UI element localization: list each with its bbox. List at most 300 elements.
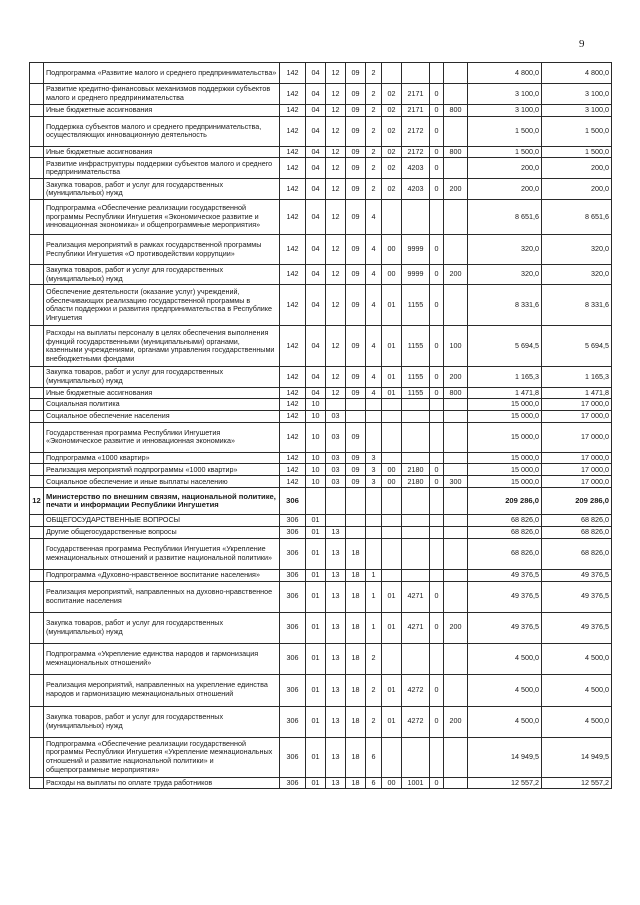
amount-year-1: 5 694,5 (468, 326, 542, 367)
row-name: Закупка товаров, работ и услуг для государственных (муниципальных) нужд (44, 706, 280, 737)
amount-year-2: 1 165,3 (542, 367, 612, 387)
event-code: 00 (382, 265, 402, 285)
row-number (30, 538, 44, 569)
row-number (30, 643, 44, 674)
pr-code: 12 (326, 146, 346, 158)
program-code: 09 (346, 235, 366, 265)
vr-code: 200 (444, 706, 468, 737)
row-name: Закупка товаров, работ и услуг для государственных (муниципальных) нужд (44, 265, 280, 285)
direction-code: 4271 (402, 612, 430, 643)
subprogram-code: 4 (366, 200, 382, 235)
ved-code: 142 (280, 84, 306, 105)
subprogram-code: 1 (366, 581, 382, 612)
pr-code: 12 (326, 265, 346, 285)
ved-code: 142 (280, 387, 306, 399)
rz-code: 10 (306, 399, 326, 411)
table-row (30, 476, 612, 488)
subprogram-code (366, 488, 382, 515)
table-row (30, 526, 612, 538)
amount-year-2: 3 100,0 (542, 84, 612, 105)
direction-code: 2171 (402, 105, 430, 117)
row-number (30, 146, 44, 158)
ved-code: 142 (280, 63, 306, 84)
table-row (30, 643, 612, 674)
program-code: 09 (346, 105, 366, 117)
row-name: Государственная программа Республики Ингушетия «Укрепление межнациональных отношений и развитие национальной политики» (44, 538, 280, 569)
sub-direction-code: 0 (430, 179, 444, 200)
ved-code: 142 (280, 326, 306, 367)
direction-code (402, 569, 430, 581)
row-number (30, 285, 44, 326)
event-code: 01 (382, 612, 402, 643)
amount-year-2: 1 471,8 (542, 387, 612, 399)
subprogram-code: 4 (366, 285, 382, 326)
pr-code: 13 (326, 581, 346, 612)
row-name: Другие общегосударственные вопросы (44, 526, 280, 538)
amount-year-2: 17 000,0 (542, 476, 612, 488)
pr-code: 12 (326, 105, 346, 117)
amount-year-1: 200,0 (468, 158, 542, 179)
rz-code: 04 (306, 387, 326, 399)
amount-year-1: 3 100,0 (468, 105, 542, 117)
amount-year-1: 15 000,0 (468, 422, 542, 452)
direction-code (402, 488, 430, 515)
row-number (30, 515, 44, 527)
row-number (30, 777, 44, 789)
amount-year-2: 49 376,5 (542, 581, 612, 612)
event-code: 01 (382, 674, 402, 706)
direction-code (402, 200, 430, 235)
ved-code: 306 (280, 538, 306, 569)
program-code: 09 (346, 367, 366, 387)
event-code (382, 569, 402, 581)
event-code: 02 (382, 116, 402, 146)
table-row (30, 116, 612, 146)
vr-code (444, 674, 468, 706)
amount-year-2: 49 376,5 (542, 612, 612, 643)
pr-code: 13 (326, 643, 346, 674)
ved-code: 306 (280, 488, 306, 515)
program-code: 09 (346, 84, 366, 105)
pr-code: 03 (326, 422, 346, 452)
amount-year-2: 17 000,0 (542, 399, 612, 411)
row-name: Социальное обеспечение и иные выплаты населению (44, 476, 280, 488)
row-number (30, 569, 44, 581)
pr-code: 13 (326, 569, 346, 581)
event-code: 00 (382, 235, 402, 265)
ved-code: 306 (280, 674, 306, 706)
program-code (346, 399, 366, 411)
table-row (30, 84, 612, 105)
row-number (30, 116, 44, 146)
row-number (30, 476, 44, 488)
table-row (30, 105, 612, 117)
subprogram-code: 2 (366, 179, 382, 200)
sub-direction-code: 0 (430, 706, 444, 737)
row-name: Подпрограмма «Укрепление единства народов и гармонизация межнациональных отношений» (44, 643, 280, 674)
amount-year-1: 15 000,0 (468, 399, 542, 411)
sub-direction-code: 0 (430, 367, 444, 387)
row-number (30, 200, 44, 235)
ved-code: 142 (280, 179, 306, 200)
event-code (382, 452, 402, 464)
table-row (30, 387, 612, 399)
rz-code: 01 (306, 706, 326, 737)
pr-code: 03 (326, 476, 346, 488)
row-number (30, 63, 44, 84)
row-number (30, 410, 44, 422)
vr-code (444, 422, 468, 452)
table-row (30, 179, 612, 200)
vr-code (444, 538, 468, 569)
vr-code (444, 84, 468, 105)
amount-year-2: 14 949,5 (542, 737, 612, 777)
vr-code (444, 464, 468, 476)
amount-year-1: 320,0 (468, 235, 542, 265)
rz-code: 01 (306, 526, 326, 538)
amount-year-2: 8 331,6 (542, 285, 612, 326)
subprogram-code: 6 (366, 737, 382, 777)
rz-code: 04 (306, 285, 326, 326)
direction-code: 9999 (402, 235, 430, 265)
subprogram-code: 4 (366, 367, 382, 387)
row-name: Подпрограмма «Обеспечение реализации государственной программы Республики Ингушетия «Укрепление межнациональных отношений и развитие национальной политики» и общепрограммные мероприятия» (44, 737, 280, 777)
direction-code (402, 737, 430, 777)
sub-direction-code: 0 (430, 476, 444, 488)
direction-code (402, 452, 430, 464)
row-name: Реализация мероприятий подпрограммы «1000 квартир» (44, 464, 280, 476)
row-number (30, 84, 44, 105)
direction-code: 1001 (402, 777, 430, 789)
amount-year-1: 15 000,0 (468, 464, 542, 476)
table-row (30, 464, 612, 476)
ved-code: 142 (280, 410, 306, 422)
program-code: 18 (346, 643, 366, 674)
subprogram-code: 1 (366, 569, 382, 581)
amount-year-2: 49 376,5 (542, 569, 612, 581)
sub-direction-code (430, 200, 444, 235)
direction-code: 1155 (402, 285, 430, 326)
subprogram-code: 3 (366, 464, 382, 476)
event-code (382, 200, 402, 235)
direction-code: 9999 (402, 265, 430, 285)
direction-code: 4272 (402, 706, 430, 737)
direction-code (402, 63, 430, 84)
row-name: Обеспечение деятельности (оказание услуг) учреждений, обеспечивающих реализацию государственной программы в области поддержки и развития предпринимательства в Республике Ингушетия (44, 285, 280, 326)
amount-year-1: 68 826,0 (468, 538, 542, 569)
vr-code (444, 526, 468, 538)
pr-code: 12 (326, 367, 346, 387)
pr-code: 12 (326, 200, 346, 235)
ved-code: 142 (280, 146, 306, 158)
direction-code: 4272 (402, 674, 430, 706)
ved-code: 306 (280, 706, 306, 737)
table-row (30, 399, 612, 411)
rz-code: 10 (306, 476, 326, 488)
ved-code: 142 (280, 200, 306, 235)
program-code: 09 (346, 146, 366, 158)
row-number (30, 452, 44, 464)
row-name: Закупка товаров, работ и услуг для государственных (муниципальных) нужд (44, 179, 280, 200)
amount-year-2: 209 286,0 (542, 488, 612, 515)
table-row (30, 146, 612, 158)
pr-code: 12 (326, 84, 346, 105)
row-name: Подпрограмма «1000 квартир» (44, 452, 280, 464)
pr-code: 03 (326, 410, 346, 422)
row-number (30, 179, 44, 200)
direction-code: 1155 (402, 367, 430, 387)
vr-code (444, 452, 468, 464)
row-name: Поддержка субъектов малого и среднего предпринимательства, осуществляющих инновационную деятельность (44, 116, 280, 146)
table-row (30, 538, 612, 569)
row-number (30, 367, 44, 387)
pr-code: 12 (326, 326, 346, 367)
table-row (30, 452, 612, 464)
program-code (346, 410, 366, 422)
row-name: Развитие кредитно-финансовых механизмов поддержки субъектов малого и среднего предпринимательства (44, 84, 280, 105)
ved-code: 142 (280, 265, 306, 285)
rz-code: 04 (306, 146, 326, 158)
vr-code (444, 515, 468, 527)
table-row (30, 581, 612, 612)
event-code: 02 (382, 179, 402, 200)
pr-code (326, 488, 346, 515)
rz-code: 04 (306, 326, 326, 367)
ved-code: 142 (280, 367, 306, 387)
table-row (30, 410, 612, 422)
direction-code: 1155 (402, 326, 430, 367)
rz-code: 04 (306, 105, 326, 117)
amount-year-2: 68 826,0 (542, 515, 612, 527)
sub-direction-code: 0 (430, 84, 444, 105)
amount-year-2: 12 557,2 (542, 777, 612, 789)
table-row (30, 777, 612, 789)
ved-code: 306 (280, 581, 306, 612)
direction-code: 2172 (402, 116, 430, 146)
event-code: 00 (382, 476, 402, 488)
table-row (30, 674, 612, 706)
table-row (30, 569, 612, 581)
pr-code: 12 (326, 387, 346, 399)
subprogram-code: 2 (366, 116, 382, 146)
program-code: 18 (346, 581, 366, 612)
program-code: 09 (346, 422, 366, 452)
rz-code: 10 (306, 452, 326, 464)
program-code: 18 (346, 569, 366, 581)
amount-year-2: 17 000,0 (542, 464, 612, 476)
row-number (30, 737, 44, 777)
amount-year-2: 17 000,0 (542, 452, 612, 464)
pr-code: 12 (326, 179, 346, 200)
amount-year-2: 1 500,0 (542, 146, 612, 158)
subprogram-code: 2 (366, 158, 382, 179)
pr-code: 13 (326, 538, 346, 569)
program-code: 09 (346, 158, 366, 179)
ved-code: 306 (280, 569, 306, 581)
direction-code (402, 643, 430, 674)
program-code: 09 (346, 179, 366, 200)
row-number (30, 387, 44, 399)
event-code (382, 63, 402, 84)
subprogram-code: 2 (366, 84, 382, 105)
program-code: 09 (346, 452, 366, 464)
direction-code: 2171 (402, 84, 430, 105)
amount-year-1: 1 500,0 (468, 116, 542, 146)
ved-code: 142 (280, 116, 306, 146)
sub-direction-code: 0 (430, 777, 444, 789)
sub-direction-code (430, 399, 444, 411)
sub-direction-code: 0 (430, 674, 444, 706)
vr-code (444, 158, 468, 179)
amount-year-1: 14 949,5 (468, 737, 542, 777)
rz-code: 01 (306, 674, 326, 706)
program-code (346, 515, 366, 527)
vr-code (444, 399, 468, 411)
sub-direction-code (430, 422, 444, 452)
ved-code: 142 (280, 399, 306, 411)
subprogram-code (366, 422, 382, 452)
sub-direction-code: 0 (430, 581, 444, 612)
subprogram-code: 4 (366, 387, 382, 399)
amount-year-1: 1 471,8 (468, 387, 542, 399)
direction-code: 2180 (402, 464, 430, 476)
vr-code (444, 777, 468, 789)
amount-year-1: 15 000,0 (468, 452, 542, 464)
rz-code: 01 (306, 612, 326, 643)
amount-year-2: 68 826,0 (542, 538, 612, 569)
row-name: Социальное обеспечение населения (44, 410, 280, 422)
row-name: Реализация мероприятий, направленных на укрепление единства народов и гармонизацию межнациональных отношений (44, 674, 280, 706)
rz-code: 04 (306, 63, 326, 84)
subprogram-code: 2 (366, 706, 382, 737)
table-row (30, 706, 612, 737)
pr-code (326, 399, 346, 411)
amount-year-2: 200,0 (542, 179, 612, 200)
sub-direction-code: 0 (430, 146, 444, 158)
vr-code: 200 (444, 612, 468, 643)
amount-year-1: 68 826,0 (468, 515, 542, 527)
vr-code (444, 285, 468, 326)
direction-code: 4203 (402, 158, 430, 179)
program-code: 09 (346, 200, 366, 235)
pr-code: 13 (326, 737, 346, 777)
ved-code: 142 (280, 422, 306, 452)
event-code (382, 488, 402, 515)
rz-code: 01 (306, 643, 326, 674)
amount-year-1: 8 331,6 (468, 285, 542, 326)
subprogram-code (366, 538, 382, 569)
direction-code: 4271 (402, 581, 430, 612)
subprogram-code: 2 (366, 674, 382, 706)
pr-code: 13 (326, 612, 346, 643)
program-code (346, 488, 366, 515)
rz-code: 04 (306, 116, 326, 146)
row-name: Расходы на выплаты персоналу в целях обеспечения выполнения функций государственными (муниципальными) органами, казенными учреждениями, органами управления государственными внебюджетными фондами (44, 326, 280, 367)
program-code: 09 (346, 476, 366, 488)
sub-direction-code: 0 (430, 105, 444, 117)
row-name: Иные бюджетные ассигнования (44, 146, 280, 158)
subprogram-code (366, 526, 382, 538)
subprogram-code: 2 (366, 643, 382, 674)
program-code: 09 (346, 285, 366, 326)
ved-code: 306 (280, 526, 306, 538)
sub-direction-code: 0 (430, 464, 444, 476)
pr-code: 13 (326, 706, 346, 737)
event-code: 01 (382, 706, 402, 737)
event-code (382, 422, 402, 452)
amount-year-1: 1 165,3 (468, 367, 542, 387)
program-code: 18 (346, 777, 366, 789)
row-number (30, 464, 44, 476)
subprogram-code (366, 410, 382, 422)
amount-year-1: 1 500,0 (468, 146, 542, 158)
sub-direction-code (430, 410, 444, 422)
amount-year-1: 4 500,0 (468, 706, 542, 737)
row-name: ОБЩЕГОСУДАРСТВЕННЫЕ ВОПРОСЫ (44, 515, 280, 527)
amount-year-1: 320,0 (468, 265, 542, 285)
sub-direction-code: 0 (430, 116, 444, 146)
sub-direction-code (430, 538, 444, 569)
program-code: 09 (346, 464, 366, 476)
table-row (30, 235, 612, 265)
pr-code: 12 (326, 285, 346, 326)
ved-code: 142 (280, 158, 306, 179)
event-code: 02 (382, 158, 402, 179)
row-number (30, 526, 44, 538)
budget-table (29, 62, 612, 789)
row-number (30, 265, 44, 285)
ved-code: 306 (280, 515, 306, 527)
row-name: Социальная политика (44, 399, 280, 411)
pr-code (326, 515, 346, 527)
program-code: 09 (346, 116, 366, 146)
sub-direction-code: 0 (430, 326, 444, 367)
subprogram-code: 2 (366, 63, 382, 84)
vr-code (444, 643, 468, 674)
subprogram-code: 4 (366, 235, 382, 265)
direction-code (402, 410, 430, 422)
row-number (30, 326, 44, 367)
rz-code: 04 (306, 265, 326, 285)
rz-code: 04 (306, 235, 326, 265)
rz-code: 01 (306, 538, 326, 569)
event-code: 01 (382, 387, 402, 399)
amount-year-2: 4 800,0 (542, 63, 612, 84)
table-row (30, 326, 612, 367)
direction-code: 2172 (402, 146, 430, 158)
program-code (346, 526, 366, 538)
vr-code (444, 200, 468, 235)
amount-year-2: 200,0 (542, 158, 612, 179)
event-code: 01 (382, 581, 402, 612)
event-code (382, 538, 402, 569)
amount-year-1: 8 651,6 (468, 200, 542, 235)
row-name: Иные бюджетные ассигнования (44, 105, 280, 117)
vr-code (444, 569, 468, 581)
pr-code: 12 (326, 235, 346, 265)
amount-year-2: 1 500,0 (542, 116, 612, 146)
amount-year-1: 209 286,0 (468, 488, 542, 515)
program-code: 18 (346, 538, 366, 569)
sub-direction-code: 0 (430, 158, 444, 179)
amount-year-2: 4 500,0 (542, 706, 612, 737)
vr-code (444, 581, 468, 612)
rz-code: 04 (306, 158, 326, 179)
ved-code: 142 (280, 464, 306, 476)
amount-year-1: 15 000,0 (468, 410, 542, 422)
pr-code: 12 (326, 158, 346, 179)
vr-code (444, 116, 468, 146)
